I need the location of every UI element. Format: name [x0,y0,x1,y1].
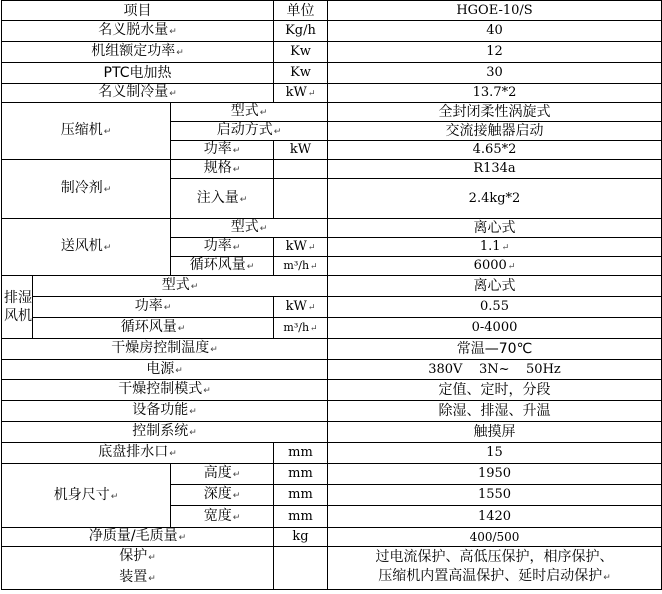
header-item: 项目 [2,1,274,21]
row-control-mode [2,380,662,401]
function-label: 设备功能 ↵ [2,401,328,422]
supply-fan-power-unit: kW ↵ [274,238,328,257]
row-rated-power [2,42,662,63]
row-control-system [2,422,662,443]
cooling-value: 13.7*2 [328,84,662,103]
ptc-value: 30 [328,63,662,84]
row-exhaust-fan-airflow [2,318,662,339]
supply-fan-airflow-unit: m³/h ↵ [274,257,328,276]
power-supply-label: 电源 ↵ [2,360,328,380]
dim-width-label: 宽度 ↵ [171,506,274,528]
compressor-type-label: 型式 ↵ [171,103,328,122]
header-unit: 单位 [274,1,328,21]
row-dehumidification [2,21,662,42]
weight-unit: kg [274,528,328,547]
spec-table [1,0,662,590]
control-mode-label: 干燥控制模式 ↵ [2,380,328,401]
refrigerant-spec-label: 规格 ↵ [171,160,274,179]
row-ptc [2,63,662,84]
supply-fan-power-label: 功率 ↵ [171,238,274,257]
cooling-unit: kW ↵ [274,84,328,103]
power-supply-value: 380V 3N~ 50Hz [328,360,662,380]
refrigerant-spec-value: R134a [328,160,662,179]
drain-unit: mm [274,443,328,464]
row-equipment-function [2,401,662,422]
row-power-supply [2,360,662,380]
refrigerant-charge-unit [274,179,328,219]
row-drain [2,443,662,464]
dehumid-label: 名义脱水量 ↵ [2,21,274,42]
control-mode-value: 定值、定时，分段 [328,380,662,401]
row-cooling [2,84,662,103]
compressor-power-unit: kW [274,141,328,160]
compressor-type-value: 全封闭柔性涡旋式 [328,103,662,122]
drain-label: 底盘排水口 ↵ [2,443,274,464]
dim-width-value: 1420 [328,506,662,528]
supply-fan-airflow-value: 6000 ↵ [328,257,662,276]
row-exhaust-fan-type [2,276,662,297]
row-dim-height [2,464,662,485]
exhaust-fan-airflow-label: 循环风量 ↵ [33,318,274,339]
weight-value: 400/500 [328,528,662,547]
function-value: 除湿、排湿、升温 [328,401,662,422]
cooling-label: 名义制冷量 ↵ [2,84,274,103]
supply-fan-airflow-label: 循环风量 ↵ [171,257,274,276]
compressor-start-value: 交流接触器启动 [328,122,662,141]
exhaust-fan-power-value: 0.55 [328,297,662,318]
dim-depth-label: 深度 ↵ [171,485,274,506]
row-compressor-type [2,103,662,122]
power-label: 机组额定功率 ↵ [2,42,274,63]
compressor-power-label: 功率 ↵ [171,141,274,160]
refrigerant-charge-value: 2.4kg*2 [328,179,662,219]
exhaust-fan-label: 排湿 风机 [2,276,33,339]
dim-height-label: 高度 ↵ [171,464,274,485]
dim-depth-unit: mm [274,485,328,506]
row-dryer-temp [2,339,662,360]
dimensions-label: 机身尺寸 ↵ [2,464,171,528]
row-refrigerant-spec [2,160,662,179]
dim-height-unit: mm [274,464,328,485]
exhaust-fan-type-label: 型式 ↵ [33,276,328,297]
dryer-temp-label: 干燥房控制温度 ↵ [2,339,328,360]
power-value: 12 [328,42,662,63]
ptc-unit: Kw [274,63,328,84]
row-weight [2,528,662,547]
dim-height-value: 1950 [328,464,662,485]
compressor-label: 压缩机 ↵ [2,103,171,160]
compressor-power-value: 4.65*2 [328,141,662,160]
header-model: HGOE-10/S [328,1,662,21]
control-system-value: 触摸屏 [328,422,662,443]
refrigerant-label: 制冷剂 ↵ [2,160,171,219]
compressor-start-label: 启动方式 ↵ [171,122,328,141]
dryer-temp-value: 常温—70℃ [328,339,662,360]
dehumid-unit: Kg/h [274,21,328,42]
refrigerant-charge-label: 注入量 ↵ [171,179,274,219]
exhaust-fan-power-unit: kW ↵ [274,297,328,318]
power-unit: Kw [274,42,328,63]
supply-fan-type-value: 离心式 [328,219,662,238]
refrigerant-spec-unit [274,160,328,179]
supply-fan-label: 送风机 ↵ [2,219,171,276]
header-row [2,1,662,21]
ptc-label: PTC电加热 [2,63,274,84]
exhaust-fan-airflow-value: 0-4000 [328,318,662,339]
control-system-label: 控制系统 ↵ [2,422,328,443]
weight-label: 净质量/毛质量 ↵ [2,528,274,547]
row-exhaust-fan-power [2,297,662,318]
row-supply-fan-type [2,219,662,238]
protection-value: 过电流保护、高低压保护，相序保护、 压缩机内置高温保护、延时启动保护 ↵ [328,547,662,590]
exhaust-fan-power-label: 功率 ↵ [33,297,274,318]
supply-fan-type-label: 型式 ↵ [171,219,328,238]
dim-depth-value: 1550 [328,485,662,506]
exhaust-fan-airflow-unit: m³/h ↵ [274,318,328,339]
row-protection [2,547,662,590]
protection-unit [274,547,328,590]
dim-width-unit: mm [274,506,328,528]
exhaust-fan-type-value: 离心式 [328,276,662,297]
drain-value: 15 [328,443,662,464]
dehumid-value: 40 [328,21,662,42]
supply-fan-power-value: 1.1 ↵ [328,238,662,257]
protection-label: 保护 ↵ 装置 ↵ [2,547,274,590]
